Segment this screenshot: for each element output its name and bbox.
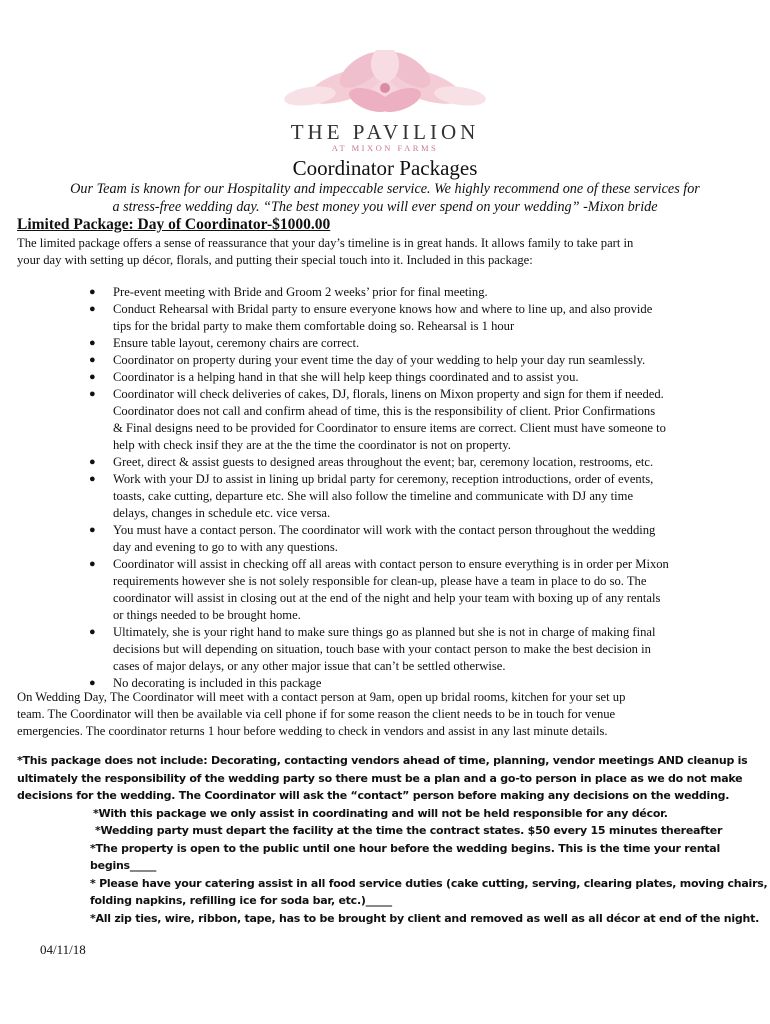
list-item-line: Pre-event meeting with Bride and Groom 2 weeks’ prior for final meeting. xyxy=(113,285,488,299)
list-item-line: Greet, direct & assist guests to designed areas throughout the event; bar, ceremony location, restrooms, etc. xyxy=(113,455,654,469)
logo xyxy=(0,0,770,158)
list-item-line: Ensure table layout, ceremony chairs are correct. xyxy=(113,336,360,350)
list-item-line: Ultimately, she is your right hand to make sure things go as planned but she is not in charge of making final xyxy=(113,625,656,639)
included-list xyxy=(0,284,770,692)
list-item-line: Work with your DJ to assist in lining up bridal party for ceremony, reception introductions, order of events, xyxy=(113,472,654,486)
list-item xyxy=(0,352,770,369)
list-item xyxy=(0,454,770,471)
flower-logo-icon xyxy=(270,50,500,122)
wedding-day-line: On Wedding Day, The Coordinator will meet with a contact person at 9am, open up bridal rooms, kitchen for your set up xyxy=(17,690,626,704)
list-item-line: toasts, cake cutting, departure etc. She will also follow the timeline and communicate with DJ any time xyxy=(113,489,634,503)
bullet-icon: ● xyxy=(89,337,96,349)
description-line: The limited package offers a sense of reassurance that your day’s timeline is in great hands. It allows family to take part in xyxy=(17,236,634,250)
bullet-icon: ● xyxy=(89,286,96,298)
list-item-line: Coordinator does not call and confirm ahead of time, this is the responsibility of client. Prior Confirmations xyxy=(113,404,656,418)
list-item-line: You must have a contact person. The coordinator will work with the contact person throughout the wedding xyxy=(113,523,656,537)
list-item-line: & Final designs need to be provided for Coordinator to ensure items are correct. Client must have someone to xyxy=(113,421,666,435)
catering-note: * Please have your catering assist in all food service duties (cake cutting, serving, clearing plates, moving chairs, xyxy=(90,876,768,890)
wedding-day-line: team. The Coordinator will then be available via cell phone if for some reason the client needs to be in touch for venue xyxy=(17,707,616,721)
list-item xyxy=(0,556,770,624)
bullet-icon: ● xyxy=(89,303,96,315)
bullet-icon: ● xyxy=(89,524,96,536)
supplies-note: *All zip ties, wire, ribbon, tape, has to be brought by client and removed as well as all décor at end of the night. xyxy=(90,911,760,925)
list-item-line: Coordinator on property during your event time the day of your wedding to help your day run seamlessly. xyxy=(113,353,646,367)
bullet-icon: ● xyxy=(89,677,96,689)
wedding-day-line: emergencies. The coordinator returns 1 hour before wedding to check in vendors and assist in any last minute details. xyxy=(17,724,608,738)
list-item-line: Coordinator is a helping hand in that she will help keep things coordinated and to assist you. xyxy=(113,370,579,384)
intro-line: Our Team is known for our Hospitality and impeccable service. We highly recommend one of these services for xyxy=(70,181,700,197)
exclusion-line: decisions for the wedding. The Coordinator will ask the “contact” person before making any decisions on the wedding. xyxy=(17,789,730,802)
list-item xyxy=(0,471,770,522)
bullet-icon: ● xyxy=(89,558,96,570)
bullet-icon: ● xyxy=(89,456,96,468)
list-item xyxy=(0,386,770,454)
list-item xyxy=(0,301,770,335)
bullet-icon: ● xyxy=(89,473,96,485)
list-item-line: coordinator will assist in closing out at the end of the night and help your team with boxing up of any rentals xyxy=(113,591,661,605)
list-item-line: Coordinator will check deliveries of cakes, DJ, florals, linens on Mixon property and sign for them if needed. xyxy=(113,387,664,401)
exclusion-line: ultimately the responsibility of the wedding party so there must be a plan and a go-to person in place as we do not make xyxy=(17,771,743,785)
list-item xyxy=(0,335,770,352)
bullet-icon: ● xyxy=(89,354,96,366)
package-description xyxy=(17,235,633,269)
list-item-line: No decorating is included in this package xyxy=(113,676,322,690)
list-item-line: requirements however she is not solely responsible for clean-up, please have a team in place to do so. The xyxy=(113,574,647,588)
document-date: 04/11/18 xyxy=(40,942,86,957)
bullet-icon: ● xyxy=(89,371,96,383)
brand-name: THE PAVILION xyxy=(290,120,480,144)
list-item-line: Coordinator will assist in checking off all areas with contact person to ensure everything is in order per Mixon xyxy=(113,557,669,571)
intro-text xyxy=(0,180,770,216)
bullet-icon: ● xyxy=(89,388,96,400)
list-item-line: help with check insif they are at the the time the coordinator is not on property. xyxy=(113,438,511,452)
list-item xyxy=(0,369,770,386)
exclusion-line: *This package does not include: Decorating, contacting vendors ahead of time, planning, vendor meetings AND cleanup is xyxy=(17,754,748,767)
description-line: your day with setting up décor, florals, and putting their special touch into it. Included in this package: xyxy=(17,253,533,267)
public-note: begins_____ xyxy=(90,859,157,872)
list-item-line: delays, changes in schedule etc. vice versa. xyxy=(113,506,331,520)
list-item xyxy=(0,624,770,675)
page-title: Coordinator Packages xyxy=(292,156,478,180)
public-note: *The property is open to the public until one hour before the wedding begins. This is the time your rental xyxy=(90,841,720,855)
catering-note: folding napkins, refilling ice for soda bar, etc.)_____ xyxy=(90,894,392,907)
notes-section xyxy=(17,752,767,927)
list-item-line: tips for the bridal party to make them comfortable doing so. Rehearsal is 1 hour xyxy=(113,319,515,333)
list-item-line: cases of major delays, or any other major issue that can’t be settled otherwise. xyxy=(113,659,506,673)
list-item xyxy=(0,284,770,301)
package-heading: Limited Package: Day of Coordinator-$1000.00 xyxy=(17,216,331,233)
list-item-line: day and evening to go to with any questions. xyxy=(113,540,338,554)
list-item xyxy=(0,522,770,556)
list-item-line: or things needed to be brought home. xyxy=(113,608,301,622)
list-item-line: decisions but will depending on situation, touch base with your contact person to make the best decision in xyxy=(113,642,651,656)
wedding-day-paragraph xyxy=(17,689,625,740)
intro-line: a stress-free wedding day. “The best money you will ever spend on your wedding” -Mixon bride xyxy=(112,199,658,215)
decor-note: *With this package we only assist in coordinating and will not be held responsible for any décor. xyxy=(93,806,668,820)
list-item-line: Conduct Rehearsal with Bridal party to ensure everyone knows how and where to line up, and also provide xyxy=(113,302,653,316)
departure-note: *Wedding party must depart the facility at the time the contract states. $50 every 15 minutes thereafter xyxy=(95,824,723,837)
brand-subtitle: AT MIXON FARMS xyxy=(331,143,439,153)
bullet-icon: ● xyxy=(89,626,96,638)
